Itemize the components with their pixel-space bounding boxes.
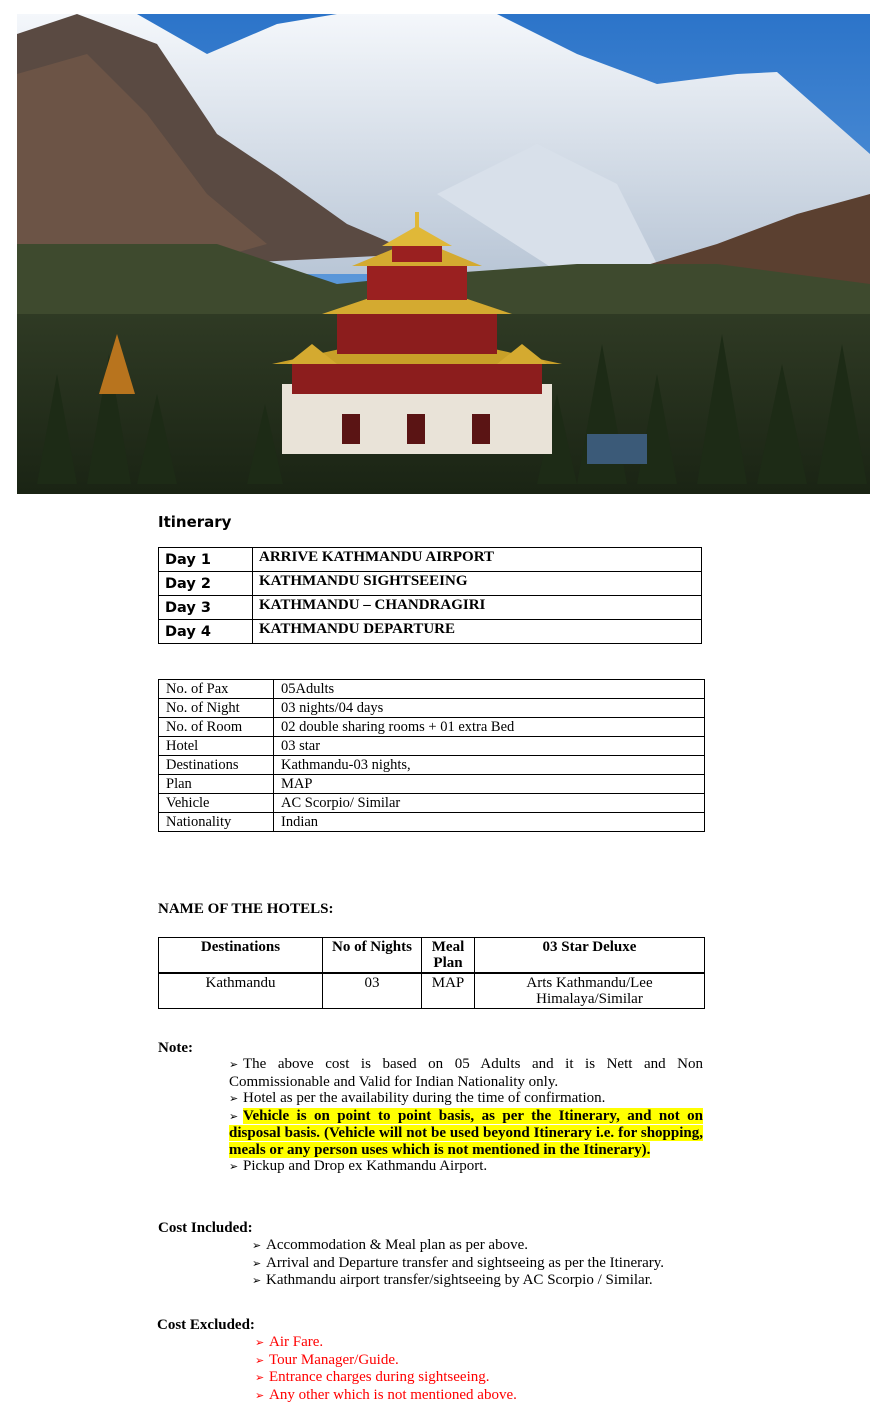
arrow-bullet-icon: ➢ <box>255 1371 265 1384</box>
table-row <box>159 572 702 596</box>
detail-value: 03 nights/04 days <box>274 699 705 718</box>
table-row <box>159 973 705 1009</box>
list-item: ➢ Air Fare. <box>255 1334 324 1350</box>
note-label: Note: <box>158 1040 193 1056</box>
detail-value: 02 double sharing rooms + 01 extra Bed <box>274 718 705 737</box>
trip-details-table <box>158 679 705 832</box>
arrow-bullet-icon: ➢ <box>255 1353 265 1367</box>
column-header: Meal Plan <box>422 938 475 974</box>
table-cell: 03 <box>323 973 422 1009</box>
arrow-bullet-icon: ➢ <box>229 1160 239 1173</box>
list-item: ➢ Accommodation & Meal plan as per above. <box>252 1237 529 1253</box>
itinerary-table <box>158 547 702 644</box>
cost-included-list <box>252 1237 664 1290</box>
detail-key: No. of Room <box>159 718 274 737</box>
list-item: ➢ Kathmandu airport transfer/sightseeing by AC Scorpio / Similar. <box>252 1272 653 1288</box>
list-item <box>229 1108 703 1159</box>
day-label: Day 4 <box>159 620 253 644</box>
detail-value: Kathmandu-03 nights, <box>274 756 705 775</box>
note-list <box>229 1056 703 1176</box>
table-row <box>159 620 702 644</box>
table-row <box>159 775 705 794</box>
day-description: KATHMANDU DEPARTURE <box>253 620 702 644</box>
table-row <box>159 794 705 813</box>
table-row <box>159 718 705 737</box>
arrow-bullet-icon: ➢ <box>252 1256 262 1270</box>
detail-key: Destinations <box>159 756 274 775</box>
table-cell: MAP <box>422 973 475 1009</box>
column-header: No of Nights <box>323 938 422 974</box>
detail-key: Plan <box>159 775 274 794</box>
arrow-bullet-icon: ➢ <box>252 1274 262 1287</box>
day-label: Day 3 <box>159 596 253 620</box>
list-item: ➢ Tour Manager/Guide. <box>255 1351 399 1368</box>
detail-key: No. of Pax <box>159 680 274 699</box>
column-header: Destinations <box>159 938 323 974</box>
table-row <box>159 737 705 756</box>
list-item: ➢ Entrance charges during sightseeing. <box>255 1369 490 1385</box>
cost-included-label: Cost Included: <box>158 1220 253 1236</box>
day-label: Day 2 <box>159 572 253 596</box>
detail-key: Hotel <box>159 737 274 756</box>
arrow-bullet-icon: ➢ <box>255 1388 265 1402</box>
detail-value: 05Adults <box>274 680 705 699</box>
highlighted-note: Vehicle is on point to point basis, as per the Itinerary, and not on disposal basis. (Vehicle will not be used beyond Itinerary i.e. for shopping, meals or any person uses which is not mentioned in the Itinerary). <box>229 1107 703 1158</box>
list-item: ➢ Hotel as per the availability during the time of confirmation. <box>229 1090 606 1106</box>
table-row <box>159 548 702 572</box>
arrow-bullet-icon: ➢ <box>252 1239 262 1252</box>
table-row <box>159 596 702 620</box>
arrow-bullet-icon: ➢ <box>229 1058 239 1071</box>
table-row <box>159 813 705 832</box>
detail-key: No. of Night <box>159 699 274 718</box>
detail-key: Nationality <box>159 813 274 832</box>
detail-value: AC Scorpio/ Similar <box>274 794 705 813</box>
day-label: Day 1 <box>159 548 253 572</box>
itinerary-heading: Itinerary <box>158 513 232 531</box>
cost-excluded-label: Cost Excluded: <box>157 1317 255 1333</box>
hotels-table <box>158 937 705 1009</box>
table-cell: Arts Kathmandu/Lee Himalaya/Similar <box>475 973 705 1009</box>
detail-value: Indian <box>274 813 705 832</box>
arrow-bullet-icon: ➢ <box>255 1336 265 1349</box>
day-description: KATHMANDU – CHANDRAGIRI <box>253 596 702 620</box>
hotels-heading: NAME OF THE HOTELS: <box>158 901 334 917</box>
table-row <box>159 699 705 718</box>
detail-key: Vehicle <box>159 794 274 813</box>
table-header-row <box>159 938 705 974</box>
list-item: ➢ Arrival and Departure transfer and sightseeing as per the Itinerary. <box>252 1254 665 1271</box>
day-description: ARRIVE KATHMANDU AIRPORT <box>253 548 702 572</box>
hero-image <box>17 14 870 494</box>
day-description: KATHMANDU SIGHTSEEING <box>253 572 702 596</box>
detail-value: 03 star <box>274 737 705 756</box>
table-row <box>159 756 705 775</box>
list-item: ➢ The above cost is based on 05 Adults and it is Nett and Non Commissionable and Valid for Indian Nationality only. <box>229 1056 703 1090</box>
list-item: ➢ Pickup and Drop ex Kathmandu Airport. <box>229 1158 488 1174</box>
arrow-bullet-icon: ➢ <box>229 1092 239 1105</box>
detail-value: MAP <box>274 775 705 794</box>
table-cell: Kathmandu <box>159 973 323 1009</box>
list-item: ➢ Any other which is not mentioned above. <box>255 1386 517 1403</box>
cost-excluded-list <box>255 1334 517 1404</box>
table-row <box>159 680 705 699</box>
arrow-bullet-icon: ➢ <box>229 1109 239 1123</box>
column-header: 03 Star Deluxe <box>475 938 705 974</box>
